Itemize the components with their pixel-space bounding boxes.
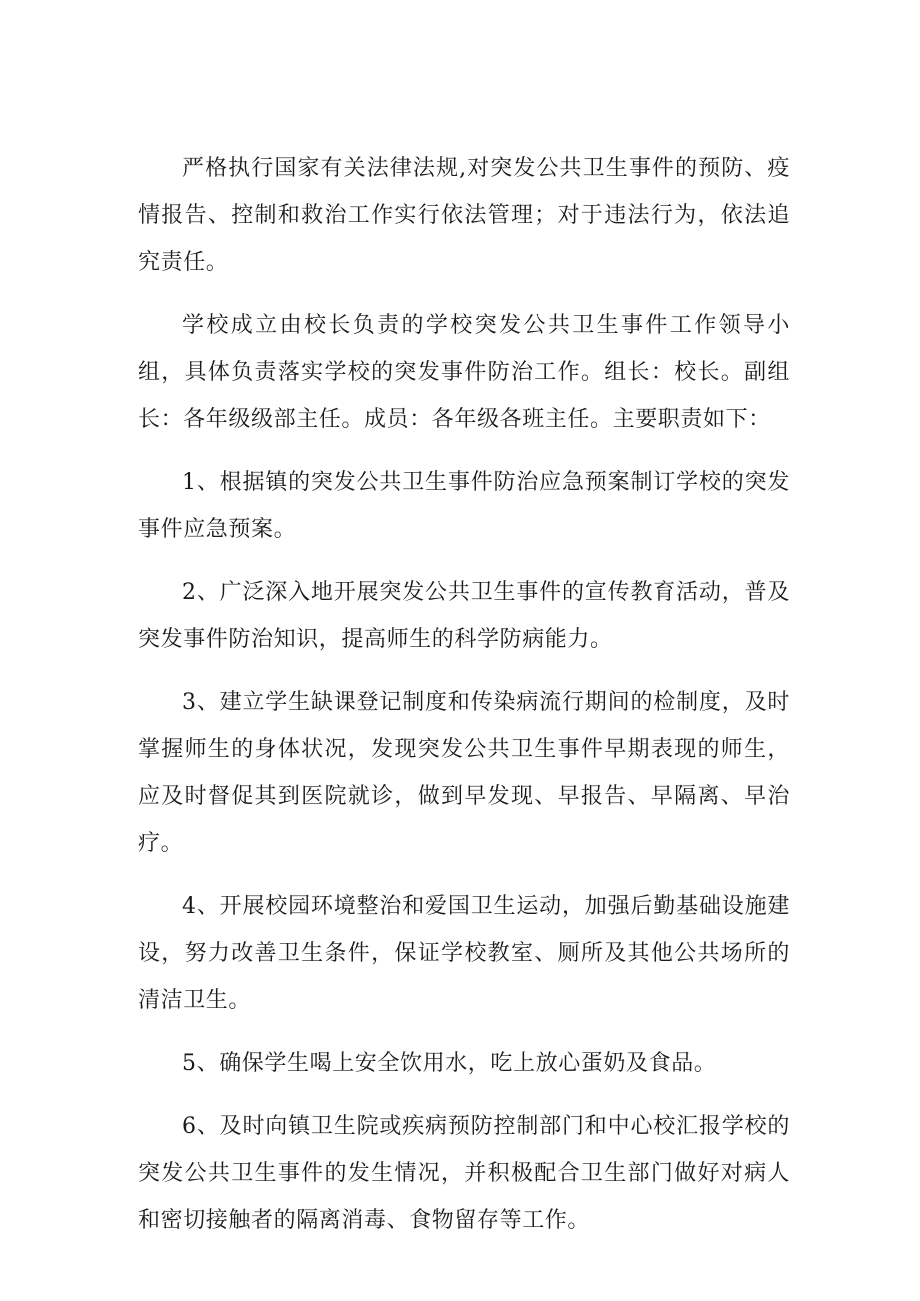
duty-item-4: 4、开展校园环境整治和爱国卫生运动，加强后勤基础设施建设，努力改善卫生条件，保证学校教室、厕所及其他公共场所的清洁卫生。 [138,894,790,1013]
duty-item-5: 5、确保学生喝上安全饮用水，吃上放心蛋奶及食品。 [182,1051,717,1076]
duty-item-6: 6、及时向镇卫生院或疾病预防控制部门和中心校汇报学校的突发公共卫生事件的发生情况，并积极配合卫生部门做好对病人和密切接触者的隔离消毒、食物留存等工作。 [138,1114,790,1233]
paragraph-legal-compliance: 严格执行国家有关法律法规,对突发公共卫生事件的预防、疫情报告、控制和救治工作实行依法管理；对于违法行为，依法追究责任。 [138,156,790,275]
duty-item-2: 2、广泛深入地开展突发公共卫生事件的宣传教育活动，普及突发事件防治知识，提高师生的科学防病能力。 [138,580,790,652]
duty-item-3: 3、建立学生缺课登记制度和传染病流行期间的检制度，及时掌握师生的身体状况，发现突发公共卫生事件早期表现的师生，应及时督促其到医院就诊，做到早发现、早报告、早隔离、早治疗。 [138,690,790,856]
document-body [138,145,790,1260]
paragraph-leadership-group: 学校成立由校长负责的学校突发公共卫生事件工作领导小组，具体负责落实学校的突发事件防治工作。组长：校长。副组长：各年级级部主任。成员：各年级各班主任。主要职责如下： [138,313,790,432]
duty-item-1: 1、根据镇的突发公共卫生事件防治应急预案制订学校的突发事件应急预案。 [138,470,790,542]
